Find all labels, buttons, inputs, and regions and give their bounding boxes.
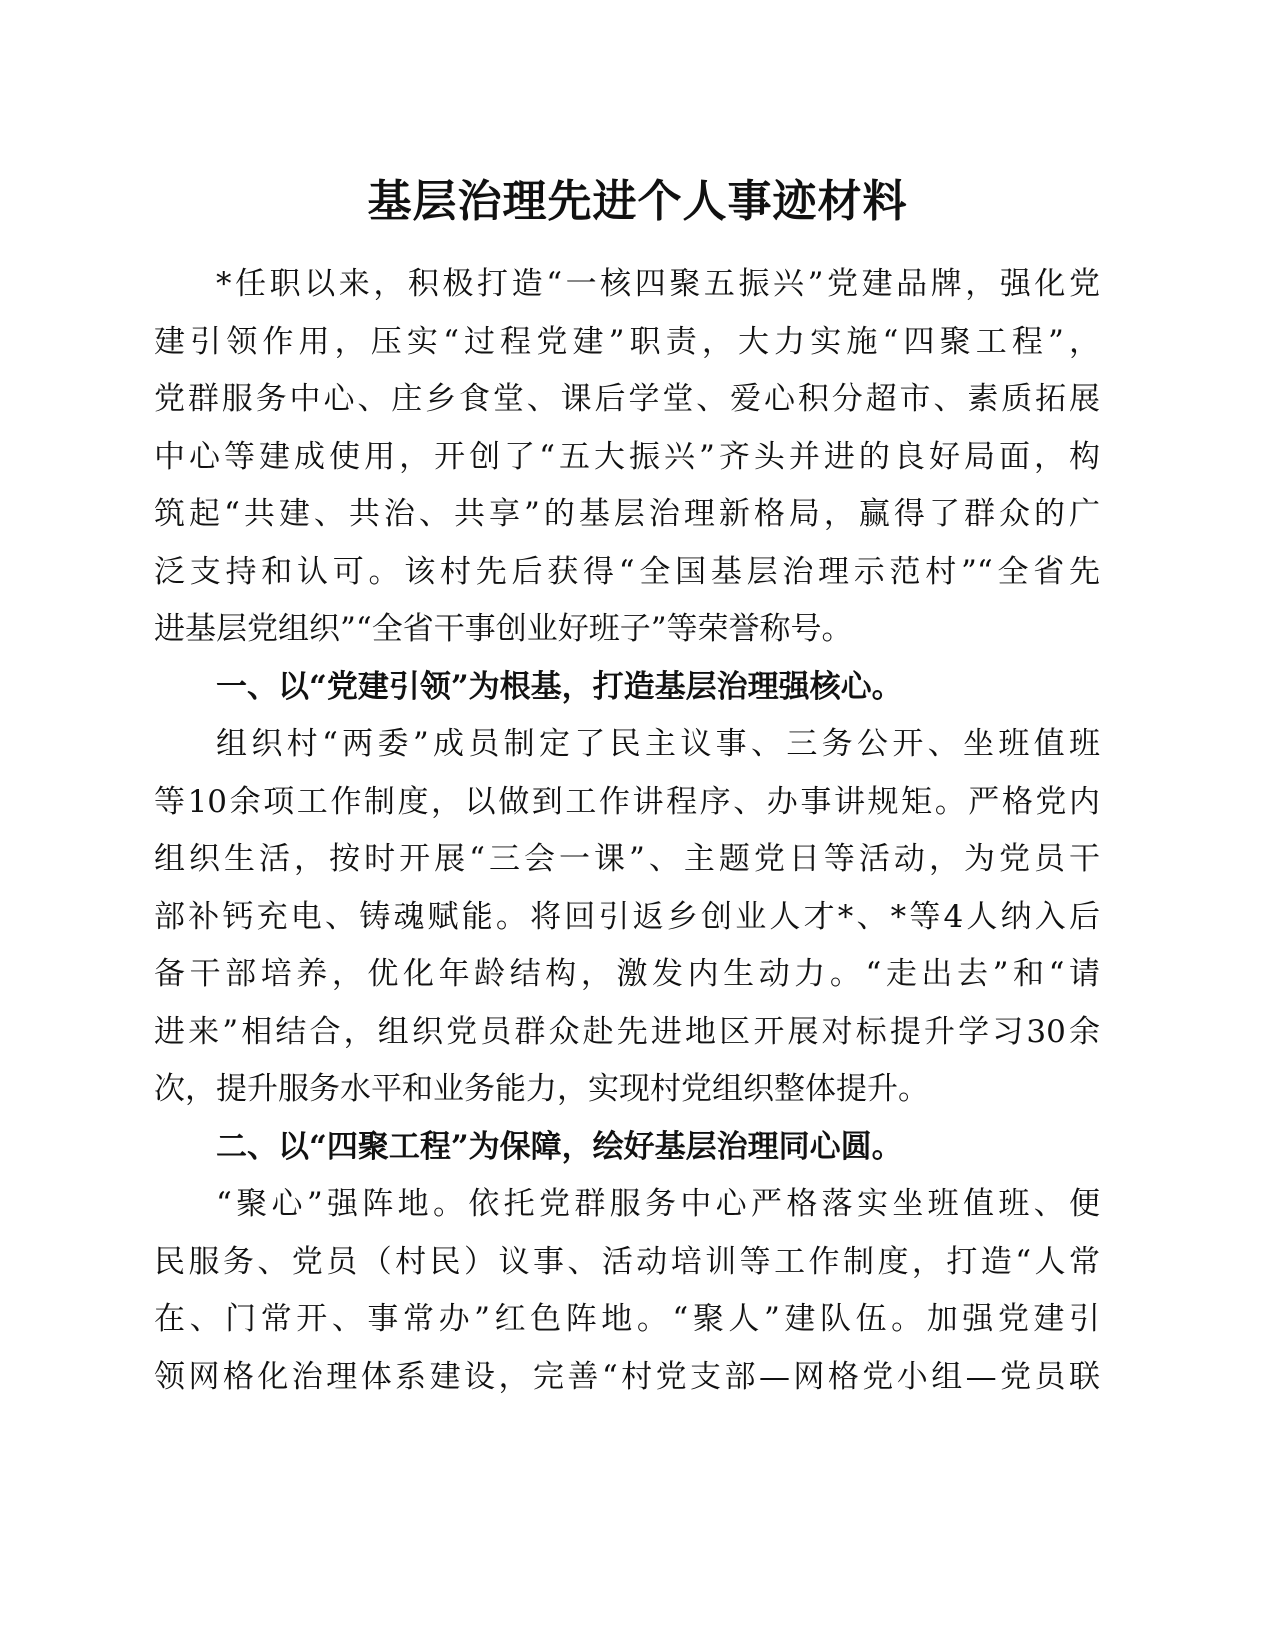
paragraph-line: 备干部培养，优化年龄结构，激发内生动力。“走出去”和“请 [154, 956, 1100, 992]
paragraph-line: 中心等建成使用，开创了“五大振兴”齐头并进的良好局面，构 [154, 438, 1100, 475]
paragraph-line: 建引领作用，压实“过程党建”职责，大力实施“四聚工程”， [154, 323, 1100, 360]
paragraph-line: 进来”相结合，组织党员群众赴先进地区开展对标提升学习30余 [154, 1013, 1100, 1050]
paragraph-line: 组织村“两委”成员制定了民主议事、三务公开、坐班值班 [216, 726, 1100, 762]
paragraph-line: 领网格化治理体系建设，完善“村党支部—网格党小组—党员联 [154, 1358, 1100, 1395]
document-body [154, 256, 1100, 1406]
paragraph-line: 泛支持和认可。该村先后获得“全国基层治理示范村”“全省先 [154, 553, 1100, 590]
section-heading: 二、以“四聚工程”为保障，绘好基层治理同心圆。 [216, 1128, 903, 1165]
paragraph-line: 组织生活，按时开展“三会一课”、主题党日等活动，为党员干 [154, 841, 1100, 877]
paragraph-line: 进基层党组织”“全省干事创业好班子”等荣誉称号。 [154, 611, 853, 647]
paragraph-line: *任职以来，积极打造“一核四聚五振兴”党建品牌，强化党 [216, 266, 1100, 302]
paragraph-line: 等10余项工作制度，以做到工作讲程序、办事讲规矩。严格党内 [154, 783, 1100, 820]
paragraph-line: 筑起“共建、共治、共享”的基层治理新格局，赢得了群众的广 [154, 496, 1100, 532]
paragraph-line: “聚心”强阵地。依托党群服务中心严格落实坐班值班、便 [216, 1186, 1100, 1222]
paragraph-line: 党群服务中心、庄乡食堂、课后学堂、爱心积分超市、素质拓展 [154, 381, 1100, 417]
paragraph-line: 次，提升服务水平和业务能力，实现村党组织整体提升。 [154, 1071, 929, 1107]
paragraph-line: 部补钙充电、铸魂赋能。将回引返乡创业人才*、*等4人纳入后 [154, 898, 1100, 935]
section-heading: 一、以“党建引领”为根基，打造基层治理强核心。 [216, 668, 903, 705]
document-title: 基层治理先进个人事迹材料 [367, 176, 908, 227]
paragraph-line: 民服务、党员（村民）议事、活动培训等工作制度，打造“人常 [154, 1243, 1100, 1280]
paragraph-line: 在、门常开、事常办”红色阵地。“聚人”建队伍。加强党建引 [154, 1301, 1100, 1337]
